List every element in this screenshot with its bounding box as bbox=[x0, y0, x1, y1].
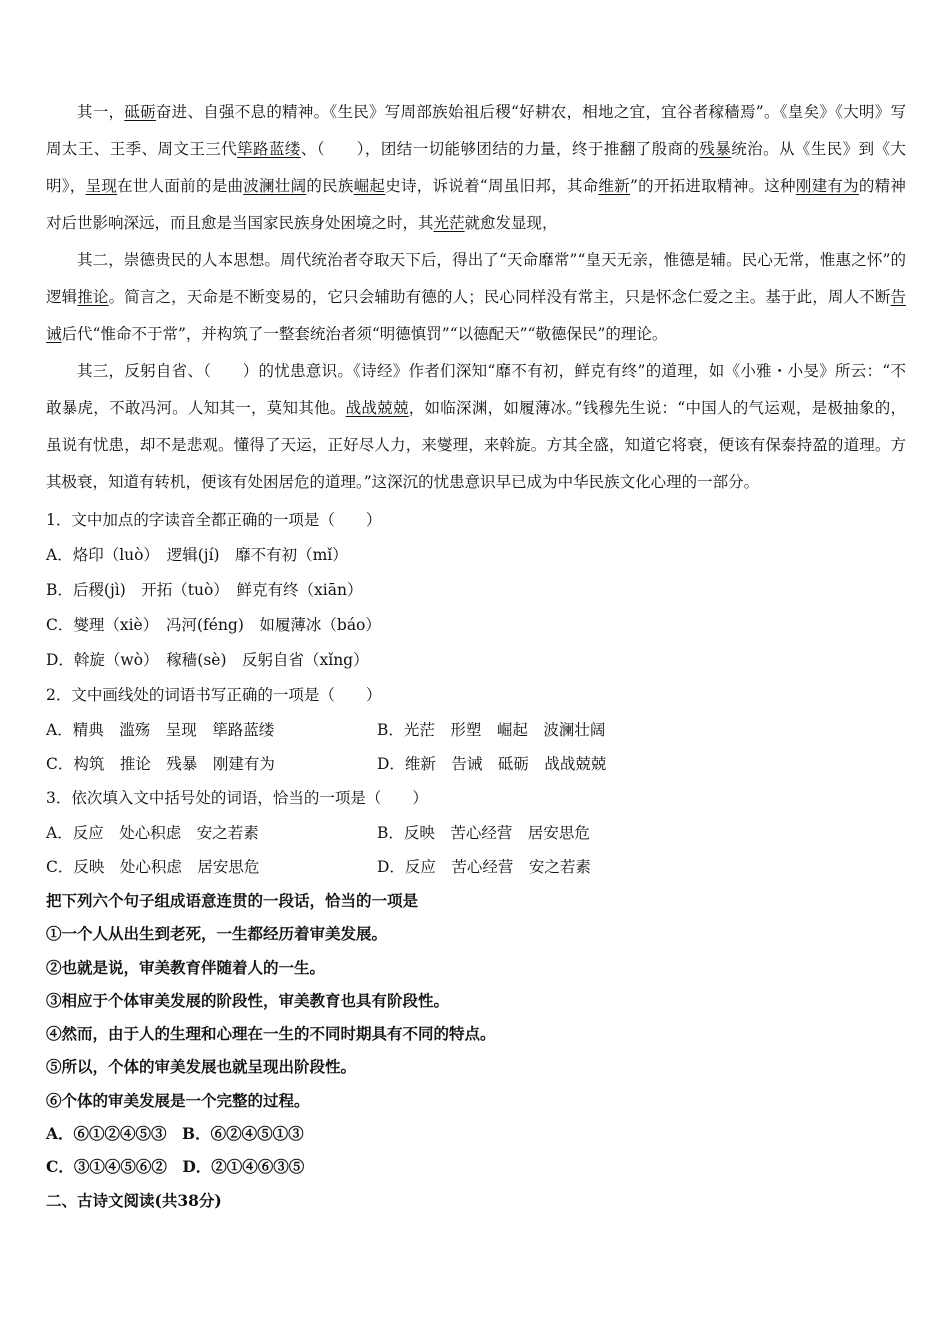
question-1-option-d: D．斡旋（wò） 稼穑(sè) 反躬自省（xǐng） bbox=[46, 651, 369, 669]
question-3-stem: 3．依次填入文中括号处的词语，恰当的一项是（ ） bbox=[46, 789, 428, 807]
underlined-word: 筚路蓝缕 bbox=[237, 140, 301, 158]
underlined-word: 推论 bbox=[77, 288, 109, 306]
question-4-options-cd: C．③①④⑤⑥② D．②①④⑥③⑤ bbox=[46, 1157, 305, 1177]
underlined-word: 战战兢兢 bbox=[345, 399, 409, 417]
text: 。简言之，天命是不断变易的，它只会辅助有德的人；民心同样没有常主，只是怀念仁爱之主。基于此，周人不断 bbox=[108, 288, 891, 306]
question-2-option-b: B．光茫 形塑 崛起 波澜壮阔 bbox=[377, 721, 606, 739]
text: 的精神对后世影响深远，而且愈是当国家民族身处困境之时，其 bbox=[46, 177, 906, 232]
sentence-6: ⑥个体的审美发展是一个完整的过程。 bbox=[46, 1090, 310, 1110]
section-heading: 二、古诗文阅读(共38分) bbox=[46, 1190, 222, 1210]
question-2-option-a: A．精典 滥殇 呈现 筚路蓝缕 bbox=[46, 721, 275, 739]
question-2-option-d: D．维新 告诫 砥砺 战战兢兢 bbox=[377, 755, 607, 773]
text: 史诗，诉说着“周虽旧邦，其命 bbox=[385, 177, 599, 195]
sentence-5: ⑤所以，个体的审美发展也就呈现出阶段性。 bbox=[46, 1057, 357, 1077]
text: 统治。从《生民》到《大明》， bbox=[46, 140, 906, 195]
question-1-option-a: A．烙印（luò） 逻辑(jí) 靡不有初（mǐ） bbox=[46, 546, 348, 564]
question-2-options-ab bbox=[46, 713, 906, 747]
text: 后代“惟命不于常”，并构筑了一整套统治者须“明德慎罚”“以德配天”“敬德保民”的理论。 bbox=[61, 325, 668, 343]
question-1-stem: 1．文中加点的字读音全都正确的一项是（ ） bbox=[46, 511, 382, 529]
underlined-word: 残暴 bbox=[699, 140, 732, 158]
underlined-word: 呈现 bbox=[85, 177, 118, 195]
question-3-options-ab bbox=[46, 816, 906, 850]
underlined-word: 告诫 bbox=[46, 288, 906, 343]
question-2-stem: 2．文中画线处的词语书写正确的一项是（ ） bbox=[46, 686, 382, 704]
question-1-option-b: B．后稷(jì) 开拓（tuò） 鲜克有终（xiān） bbox=[46, 581, 363, 599]
question-4-options-ab: A．⑥①②④⑤③ B．⑥②④⑤①③ bbox=[46, 1124, 304, 1144]
sentence-4: ④然而，由于人的生理和心理在一生的不同时期具有不同的特点。 bbox=[46, 1024, 496, 1044]
text: ”的开拓进取精神。这种 bbox=[629, 177, 796, 195]
question-1-option-c: C．燮理（xiè） 冯河(féng) 如履薄冰（báo） bbox=[46, 616, 381, 634]
text: 奋进、自强不息的精神。《生民》写周部族始祖后稷“好耕农，相地之宜，宜谷者稼穑焉”。《皇矣》《大明》写周太王、王季、周文王三代 bbox=[46, 103, 906, 158]
underlined-word: 刚建有为 bbox=[795, 177, 859, 195]
question-2-options-cd bbox=[46, 747, 906, 781]
text: 在世人面前的是曲 bbox=[117, 177, 244, 195]
underlined-word: 光茫 bbox=[433, 214, 465, 232]
underlined-word: 砥砺 bbox=[124, 103, 156, 121]
underlined-word: 崛起 bbox=[353, 177, 386, 195]
text: 其三，反躬自省、（ ）的忧患意识。《诗经》作者们深知“靡不有初，鲜克有终”的道理，如《小雅・小旻》所云：“不敢暴虎，不敢冯河。人知其一，莫知其他。 bbox=[46, 362, 906, 417]
question-3-option-a: A．反应 处心积虑 安之若素 bbox=[46, 824, 259, 842]
question-4-stem: 把下列六个句子组成语意连贯的一段话，恰当的一项是 bbox=[46, 891, 419, 910]
text: 其一， bbox=[77, 103, 125, 121]
sentence-2: ②也就是说，审美教育伴随着人的一生。 bbox=[46, 957, 326, 977]
passage-paragraph-2 bbox=[46, 242, 906, 353]
text: 其二，崇德贵民的人本思想。周代统治者夺取天下后，得出了“天命靡常”“皇天无亲，惟德是辅。民心无常，惟惠之怀”的逻辑 bbox=[46, 251, 906, 306]
sentence-3: ③相应于个体审美发展的阶段性，审美教育也具有阶段性。 bbox=[46, 990, 450, 1010]
document-page bbox=[46, 94, 906, 1218]
text: ，如临深渊，如履薄冰。”钱穆先生说：“中国人的气运观，是极抽象的，虽说有忧患，却不是悲观。懂得了天运，正好尽人力，来燮理，来斡旋。方其全盛，知道它将衰，便该有保泰持盈的道理。方其极衰，知道有转机，便该有处困居危的道理。”这深沉的忧患意识早已成为中华民族文化心理的一部分。 bbox=[46, 399, 906, 491]
text: 就愈发显现， bbox=[464, 214, 558, 232]
question-3-option-c: C．反映 处心积虑 居安思危 bbox=[46, 858, 260, 876]
question-3-option-d: D．反应 苦心经营 安之若素 bbox=[377, 858, 591, 876]
question-2-option-c: C．构筑 推论 残暴 刚建有为 bbox=[46, 755, 275, 773]
text: 的民族 bbox=[306, 177, 354, 195]
question-3-option-b: B．反映 苦心经营 居安思危 bbox=[377, 824, 590, 842]
underlined-word: 波澜壮阔 bbox=[243, 177, 307, 195]
question-3-options-cd bbox=[46, 850, 906, 884]
underlined-word: 维新 bbox=[598, 177, 630, 195]
text: 、（ ），团结一切能够团结的力量，终于推翻了殷商的 bbox=[300, 140, 700, 158]
passage-paragraph-1 bbox=[46, 94, 906, 242]
sentence-1: ①一个人从出生到老死，一生都经历着审美发展。 bbox=[46, 924, 388, 944]
passage-paragraph-3 bbox=[46, 353, 906, 501]
